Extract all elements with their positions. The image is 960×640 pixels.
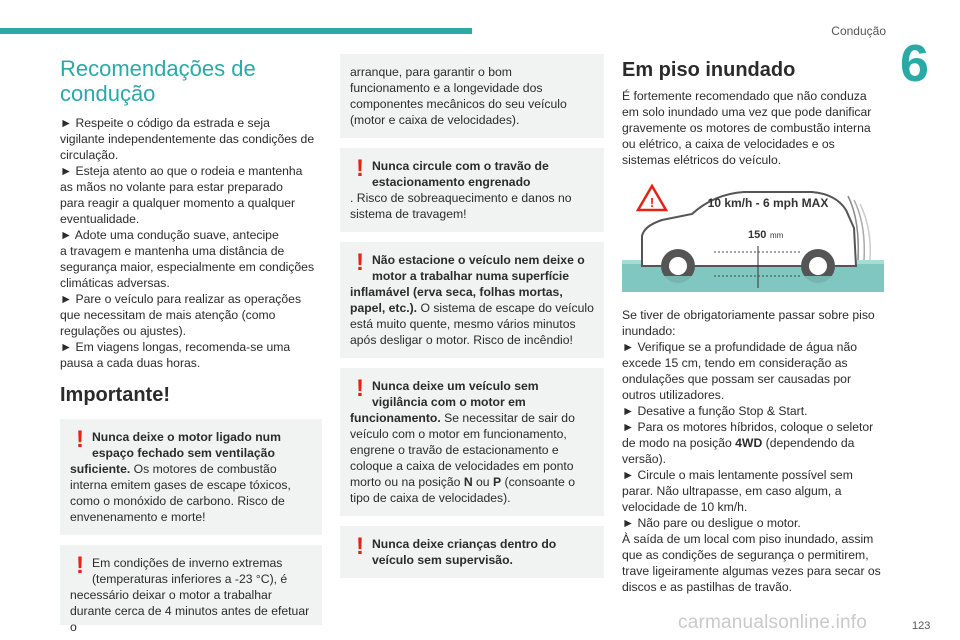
- list-item: ► Desative a função Stop & Start.: [622, 404, 808, 418]
- list-item: circulação.: [60, 148, 119, 162]
- list-item: ► Esteja atento ao que o rodeia e mantenha: [60, 164, 303, 178]
- flooded-road-title: Em piso inundado: [622, 59, 796, 81]
- page-number: 123: [912, 620, 931, 632]
- list-item: ► Respeite o código da estrada e seja: [60, 116, 270, 130]
- recommendations-list: [60, 115, 322, 371]
- speed-limit-label: 10 km/h - 6 mph MAX: [707, 196, 829, 210]
- warning-box-flammable-surface: ! Não estacione o veículo nem deixe o motor a trabalhar numa superfície inflamável (erva seca, folhas mortas, papel, etc.). O sistema de escape do veículo está muito quente, mesmo vários minutos após desligar o motor. Risco de incêndio!: [340, 242, 604, 358]
- warning-box-parking-brake: ! Nunca circule com o travão de estacionamento engrenado . Risco de sobreaquecimento e danos no sistema de travagem!: [340, 148, 604, 232]
- flooded-road-instructions: [622, 307, 886, 595]
- warning-box-children: ! Nunca deixe crianças dentro do veículo sem supervisão.: [340, 526, 604, 578]
- list-item: as mãos no volante para estar preparado: [60, 180, 283, 194]
- list-item: ► Verifique se a profundidade de água não: [622, 340, 858, 354]
- list-item: parar. Não ultrapasse, em caso algum, a: [622, 484, 842, 498]
- right-column: [622, 58, 886, 595]
- list-item: ► Em viagens longas, recomenda-se uma: [60, 340, 291, 354]
- middle-column: [340, 54, 604, 588]
- warning-box-ventilation: ! Nunca deixe o motor ligado num espaço fechado sem ventilação suficiente. Os motores de combustão interna emitem gases de escape tóxicos, como o monóxido de carbono. Risco de envenenamento e morte!: [60, 419, 322, 535]
- list-item: segurança maior, especialmente em condições: [60, 260, 315, 274]
- warning-box-winter-continued: arranque, para garantir o bom funcionamento e a longevidade dos componentes mecânicos do seu veículo (motor e caixa de velocidades).: [340, 54, 604, 138]
- list-item: versão).: [622, 452, 667, 466]
- list-item: Se tiver de obrigatoriamente passar sobre piso: [622, 308, 875, 322]
- warning-icon: !: [76, 426, 84, 453]
- section-title: Condução: [831, 24, 886, 38]
- list-item: trave ligeiramente algumas vezes para secar os: [622, 564, 881, 578]
- warning-icon: !: [76, 552, 84, 579]
- recommendations-title: Recomendações de condução: [60, 56, 256, 106]
- list-item: vigilante independentemente das condições de: [60, 132, 315, 146]
- header-accent-bar: [0, 28, 472, 34]
- list-item: de modo na posição 4WD (dependendo da: [622, 436, 855, 450]
- list-item: inundado:: [622, 324, 676, 338]
- list-item: regulações ou ajustes).: [60, 324, 187, 338]
- list-item: climáticas adversas.: [60, 276, 170, 290]
- depth-unit-label: mm: [770, 231, 784, 240]
- warning-icon: !: [356, 155, 364, 182]
- list-item: pausa a cada duas horas.: [60, 356, 201, 370]
- flooded-road-illustration: [622, 180, 884, 292]
- warning-box-unattended-vehicle: ! Nunca deixe um veículo sem vigilância com o motor em funcionamento. Se necessitar de sair do veículo com o motor em funcionamento, engrene o travão de estacionamento e coloque a caixa de velocidades em ponto morto ou na posição N ou P (consoante o tipo de caixa de velocidades).: [340, 368, 604, 516]
- depth-value-label: 150: [748, 229, 767, 241]
- list-item: ► Adote uma condução suave, antecipe: [60, 228, 279, 242]
- list-item: ondulações que possam ser causadas por: [622, 372, 851, 386]
- list-item: À saída de um local com piso inundado, assim: [622, 532, 874, 546]
- list-item: ► Não pare ou desligue o motor.: [622, 516, 801, 530]
- warning-icon: !: [356, 375, 364, 402]
- list-item: ► Para os motores híbridos, coloque o seletor: [622, 420, 874, 434]
- list-item: outros utilizadores.: [622, 388, 725, 402]
- left-column: [60, 56, 322, 635]
- list-item: que necessitam de mais atenção (como: [60, 308, 276, 322]
- flooded-road-intro: É fortemente recomendado que não conduza em solo inundado uma vez que pode danificar gravemente os motores de combustão interna ou elétrico, a caixa de velocidades e os sistemas elétricos do veículo.: [622, 89, 872, 167]
- warning-box-winter: ! Em condições de inverno extremas (temperaturas inferiores a -23 °C), é necessário deixar o motor a trabalhar durante cerca de 4 minutos antes de efetuar o: [60, 545, 322, 625]
- important-title: Importante!: [60, 384, 170, 406]
- list-item: velocidade de 10 km/h.: [622, 500, 748, 514]
- svg-text:!: !: [649, 195, 655, 210]
- watermark: carmanualsonline.info: [678, 612, 868, 633]
- list-item: ► Pare o veículo para realizar as operações: [60, 292, 302, 306]
- warning-icon: !: [356, 249, 364, 276]
- list-item: discos e as pastilhas de travão.: [622, 580, 793, 594]
- warning-icon: !: [356, 533, 364, 560]
- list-item: ► Circule o mais lentamente possível sem: [622, 468, 853, 482]
- list-item: para reagir a qualquer momento a qualquer: [60, 196, 296, 210]
- list-item: a travagem e mantenha uma distância de: [60, 244, 285, 258]
- list-item: eventualidade.: [60, 212, 140, 226]
- list-item: que as condições de segurança o permitirem,: [622, 548, 869, 562]
- chapter-number: 6: [900, 35, 929, 93]
- list-item: excede 15 cm, tendo em consideração as: [622, 356, 848, 370]
